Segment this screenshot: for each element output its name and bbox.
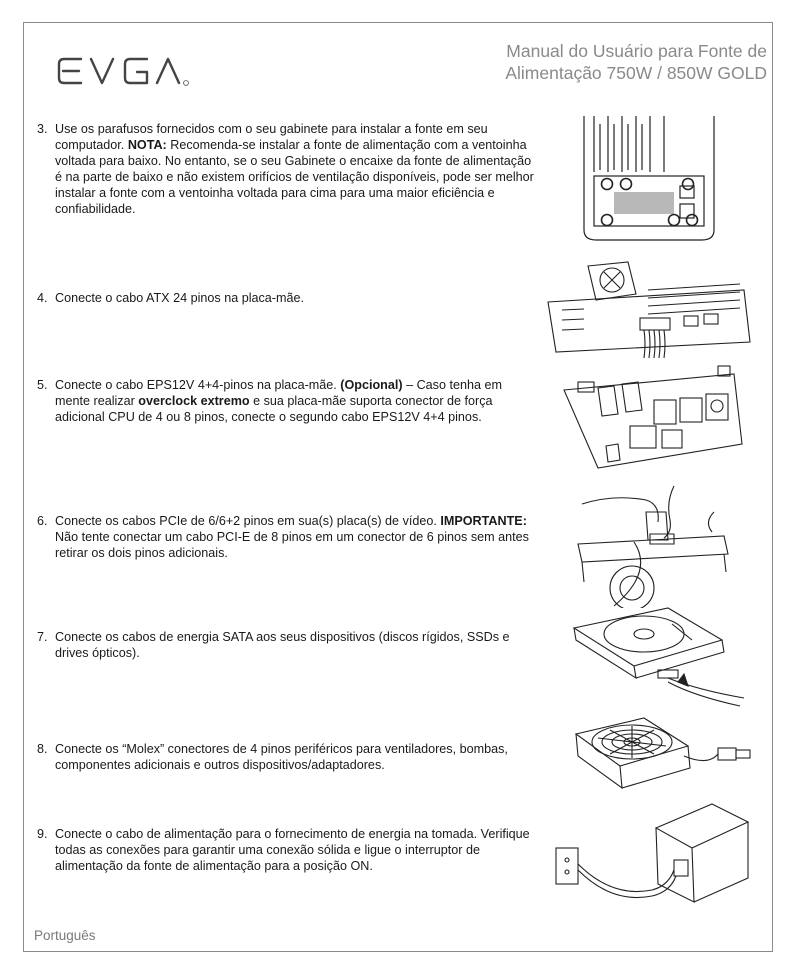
case-psu-screws-illustration bbox=[574, 112, 724, 244]
manual-title bbox=[407, 40, 767, 84]
important-label: IMPORTANTE: bbox=[440, 514, 527, 528]
step-text: Conecte o cabo de alimentação para o fornecimento de energia na tomada. Verifique todas as conexões para garantir uma conexão sólida e ligue o interruptor de alimentação da fonte de alimentação para a posição ON. bbox=[55, 827, 530, 873]
step-text-part: Use os parafusos fornecidos com o seu gabinete para instalar a fonte em seu computador. bbox=[55, 122, 488, 152]
step-number: 5. bbox=[37, 378, 48, 392]
psu-power-cord-illustration bbox=[552, 798, 752, 908]
step-number: 3. bbox=[37, 122, 48, 136]
step-text-part: Recomenda-se instalar a fonte de alimentação com a ventoinha voltada para baixo. No entanto, se o seu Gabinete o encaixe da fonte de alimentação é na parte de baixo e não existem orifícios de ventilação disponíveis, pode ser melhor instalar a fonte com a ventoinha voltada para cima para uma maior eficiência e confiabilidade. bbox=[55, 138, 534, 216]
optional-label: (Opcional) bbox=[340, 378, 403, 392]
step-text-part: – Caso tenha em mente realizar bbox=[55, 378, 502, 408]
step-6 bbox=[37, 513, 537, 561]
step-4 bbox=[37, 290, 537, 306]
note-label: NOTA: bbox=[127, 138, 167, 152]
step-text: Conecte os “Molex” conectores de 4 pinos periféricos para ventiladores, bombas, componentes adicionais e outros dispositivos/adaptadores. bbox=[55, 742, 508, 772]
gpu-pcie-illustration bbox=[574, 482, 734, 608]
step-text-part: Conecte o cabo EPS12V 4+4-pinos na placa-mãe. bbox=[55, 378, 341, 392]
step-text-part: Conecte os cabos PCIe de 6/6+2 pinos em sua(s) placa(s) de vídeo. bbox=[55, 514, 441, 528]
step-8 bbox=[37, 741, 537, 773]
footer-language: Português bbox=[34, 928, 96, 943]
step-text-part: e sua placa-mãe suporta conector de força adicional CPU de 4 ou 8 pinos, conecte o segundo cabo EPS12V 4+4 pinos. bbox=[55, 394, 493, 424]
step-number: 7. bbox=[37, 630, 48, 644]
motherboard-atx-illustration bbox=[544, 254, 754, 360]
step-number: 9. bbox=[37, 827, 48, 841]
extreme-overclock-label: overclock extremo bbox=[138, 394, 250, 408]
step-number: 8. bbox=[37, 742, 48, 756]
motherboard-eps-illustration bbox=[558, 360, 748, 472]
step-5 bbox=[37, 377, 537, 425]
hard-drive-sata-illustration bbox=[568, 600, 746, 718]
step-text bbox=[55, 121, 537, 217]
step-3 bbox=[37, 121, 537, 217]
step-9 bbox=[37, 826, 537, 874]
manual-title-line1: Manual do Usuário para Fonte de bbox=[506, 41, 767, 61]
step-text: Conecte os cabos de energia SATA aos seus dispositivos (discos rígidos, SSDs e drives ópticos). bbox=[55, 630, 510, 660]
manual-title-line2: Alimentação 750W / 850W GOLD bbox=[505, 63, 767, 83]
step-text bbox=[55, 377, 537, 425]
step-number: 6. bbox=[37, 514, 48, 528]
step-text-part: Não tente conectar um cabo PCI-E de 8 pinos em um conector de 6 pinos sem antes retirar os dois pinos adicionais. bbox=[55, 530, 529, 560]
evga-logo bbox=[57, 53, 197, 89]
step-number: 4. bbox=[37, 291, 48, 305]
fan-molex-illustration bbox=[558, 710, 758, 800]
step-text bbox=[55, 513, 537, 561]
step-text: Conecte o cabo ATX 24 pinos na placa-mãe. bbox=[55, 291, 304, 305]
step-7 bbox=[37, 629, 537, 661]
